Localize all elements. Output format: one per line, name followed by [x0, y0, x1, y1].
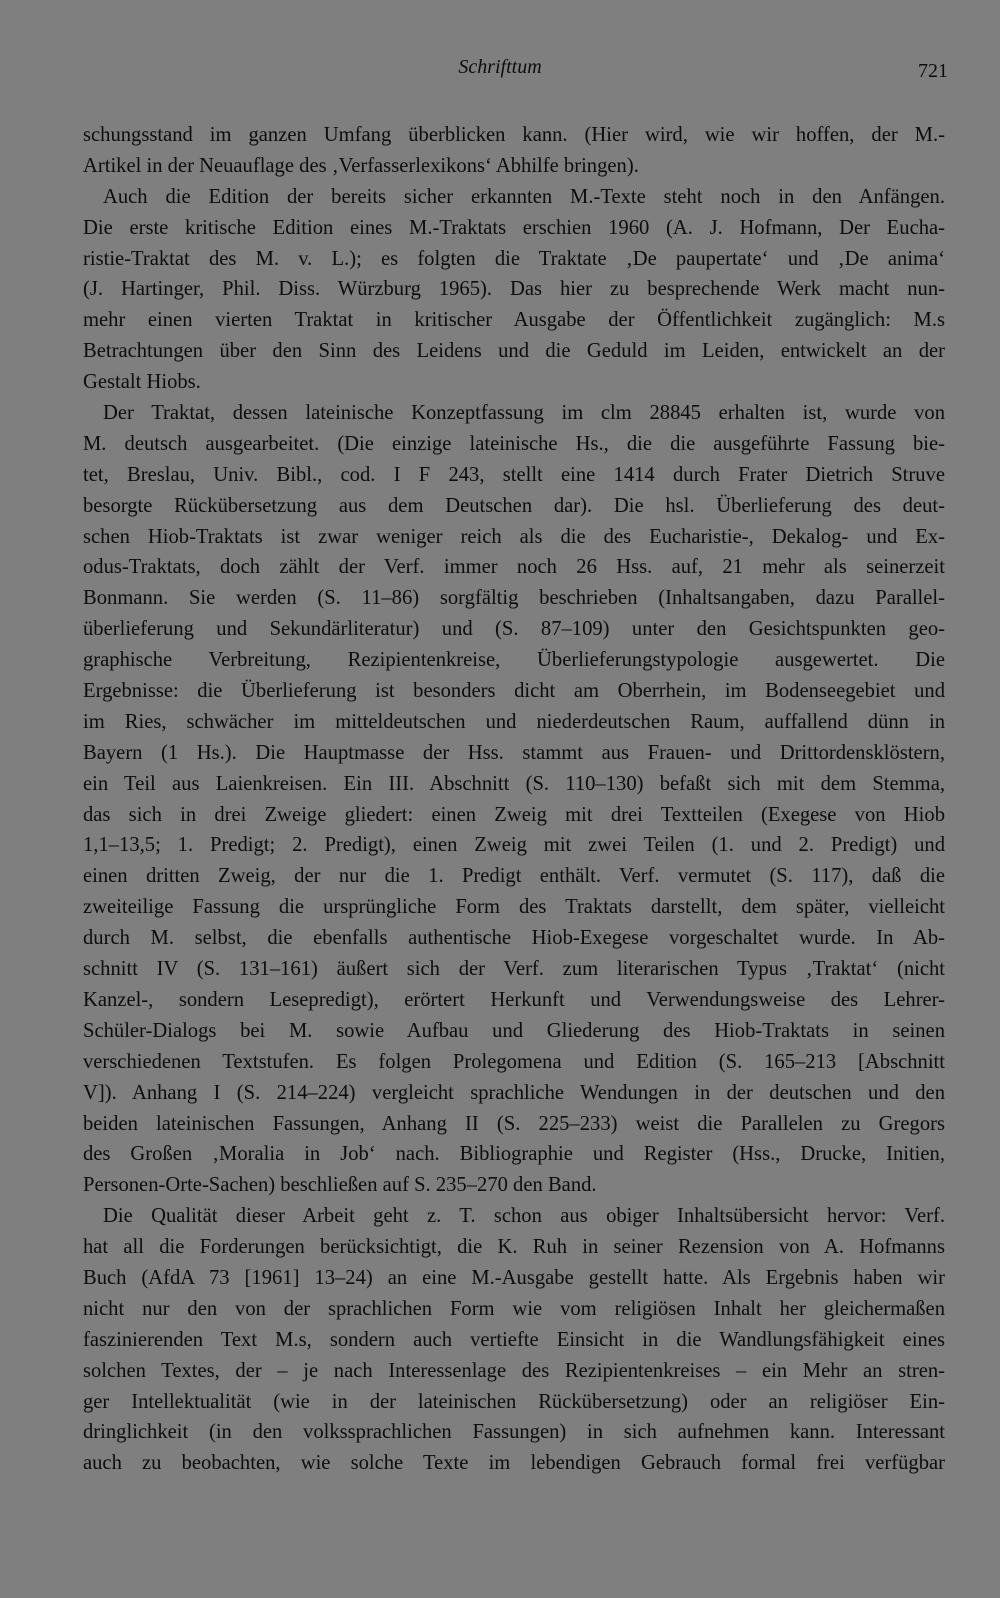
text-line: Schüler-Dialogs bei M. sowie Aufbau und Gliederung des Hiob-Traktats in seinen: [83, 1019, 945, 1042]
text-line: des Großen ‚Moralia in Job‘ nach. Bibliographie und Register (Hss., Drucke, Initien,: [83, 1143, 945, 1166]
text-line: besorgte Rückübersetzung aus dem Deutschen dar). Die hsl. Überlieferung des deut-: [83, 494, 945, 517]
text-line: Bayern (1 Hs.). Die Hauptmasse der Hss. stammt aus Frauen- und Drittordensklöstern,: [83, 741, 945, 764]
text-line: Die erste kritische Edition eines M.-Traktats erschien 1960 (A. J. Hofmann, Der Eucha-: [83, 216, 945, 239]
text-line: verschiedenen Textstufen. Es folgen Prolegomena und Edition (S. 165–213 [Abschnitt: [83, 1050, 945, 1073]
text-line: schungsstand im ganzen Umfang überblicken kann. (Hier wird, wie wir hoffen, der M.-: [83, 124, 945, 146]
text-line: M. deutsch ausgearbeitet. (Die einzige lateinische Hs., die die ausgeführte Fassung bie-: [83, 432, 945, 455]
text-line: hat all die Forderungen berücksichtigt, die K. Ruh in seiner Rezension von A. Hofmanns: [83, 1236, 945, 1259]
text-line: (J. Hartinger, Phil. Diss. Würzburg 1965). Das hier zu besprechende Werk macht nun-: [83, 278, 945, 301]
page-number: 721: [918, 60, 948, 82]
text-line: ein Teil aus Laienkreisen. Ein III. Abschnitt (S. 110–130) befaßt sich mit dem Stemma,: [83, 772, 945, 795]
text-line: mehr einen vierten Traktat in kritischer Ausgabe der Öffentlichkeit zugänglich: M.s: [83, 309, 945, 332]
text-line: das sich in drei Zweige gliedert: einen Zweig mit drei Textteilen (Exegese von Hiob: [83, 803, 945, 826]
text-line: Ergebnisse: die Überlieferung ist besonders dicht am Oberrhein, im Bodenseegebiet und: [83, 680, 945, 703]
running-title: Schrifttum: [458, 56, 542, 78]
text-line: Der Traktat, dessen lateinische Konzeptfassung im clm 28845 erhalten ist, wurde von: [103, 402, 945, 425]
text-line: dringlichkeit (in den volkssprachlichen Fassungen) in sich aufnehmen kann. Interessant: [83, 1421, 945, 1444]
text-line: nicht nur den von der sprachlichen Form wie vom religiösen Inhalt her gleichermaßen: [83, 1297, 945, 1320]
text-line: im Ries, schwächer im mitteldeutschen und niederdeutschen Raum, auffallend dünn in: [83, 710, 945, 733]
text-line: faszinierenden Text M.s, sondern auch vertiefte Einsicht in die Wandlungsfähigkeit eines: [83, 1328, 945, 1351]
text-line: solchen Textes, der – je nach Interessenlage des Rezipientenkreises – ein Mehr an stren-: [83, 1359, 945, 1382]
body-text: [83, 120, 945, 1479]
text-line: Artikel in der Neuauflage des ‚Verfasserlexikons‘ Abhilfe bringen).: [83, 154, 639, 177]
text-line: Betrachtungen über den Sinn des Leidens und die Geduld im Leiden, entwickelt an der: [83, 340, 945, 363]
text-line: Personen-Orte-Sachen) beschließen auf S. 235–270 den Band.: [83, 1174, 597, 1197]
text-line: überlieferung und Sekundärliteratur) und (S. 87–109) unter den Gesichtspunkten geo-: [83, 618, 945, 641]
text-line: zweiteilige Fassung die ursprüngliche Form des Traktats darstellt, dem später, vielleicht: [83, 896, 945, 919]
text-line: V]). Anhang I (S. 214–224) vergleicht sprachliche Wendungen in der deutschen und den: [83, 1081, 945, 1104]
text-line: tet, Breslau, Univ. Bibl., cod. I F 243, stellt eine 1414 durch Frater Dietrich Struve: [83, 463, 945, 486]
text-line: Die Qualität dieser Arbeit geht z. T. schon aus obiger Inhaltsübersicht hervor: Verf.: [103, 1205, 945, 1228]
text-line: schnitt IV (S. 131–161) äußert sich der Verf. zum literarischen Typus ‚Traktat‘ (nicht: [83, 958, 945, 981]
text-line: Buch (AfdA 73 [1961] 13–24) an eine M.-Ausgabe gestellt hatte. Als Ergebnis haben wir: [83, 1266, 945, 1289]
text-line: ristie-Traktat des M. v. L.); es folgten die Traktate ‚De paupertate‘ und ‚De anima‘: [83, 247, 945, 270]
paragraph: [83, 182, 945, 398]
text-line: schen Hiob-Traktats ist zwar weniger reich als die des Eucharistie-, Dekalog- und Ex-: [83, 525, 945, 548]
paragraph: [83, 120, 945, 182]
paragraph: [83, 398, 945, 1201]
text-line: Gestalt Hiobs.: [83, 371, 201, 394]
text-line: durch M. selbst, die ebenfalls authentische Hiob-Exegese vorgeschaltet wurde. In Ab-: [83, 927, 945, 950]
text-line: graphische Verbreitung, Rezipientenkreise, Überlieferungstypologie ausgewertet. Die: [83, 649, 945, 672]
text-line: auch zu beobachten, wie solche Texte im lebendigen Gebrauch formal frei verfügbar: [83, 1452, 945, 1475]
text-line: Bonmann. Sie werden (S. 11–86) sorgfältig beschrieben (Inhaltsangaben, dazu Parallel-: [83, 587, 945, 610]
text-line: ger Intellektualität (wie in der lateinischen Rückübersetzung) oder an religiöser Ein-: [83, 1390, 945, 1413]
text-line: odus-Traktats, doch zählt der Verf. immer noch 26 Hss. auf, 21 mehr als seinerzeit: [83, 556, 945, 579]
text-line: einen dritten Zweig, der nur die 1. Predigt enthält. Verf. vermutet (S. 117), daß die: [83, 865, 945, 888]
text-line: 1,1–13,5; 1. Predigt; 2. Predigt), einen Zweig mit zwei Teilen (1. und 2. Predigt) und: [83, 834, 945, 857]
paragraph: [83, 1201, 945, 1479]
text-line: Kanzel-, sondern Lesepredigt), erörtert Herkunft und Verwendungsweise des Lehrer-: [83, 988, 945, 1011]
text-line: Auch die Edition der bereits sicher erkannten M.-Texte steht noch in den Anfängen.: [103, 185, 945, 208]
text-line: beiden lateinischen Fassungen, Anhang II (S. 225–233) weist die Parallelen zu Gregors: [83, 1112, 945, 1135]
